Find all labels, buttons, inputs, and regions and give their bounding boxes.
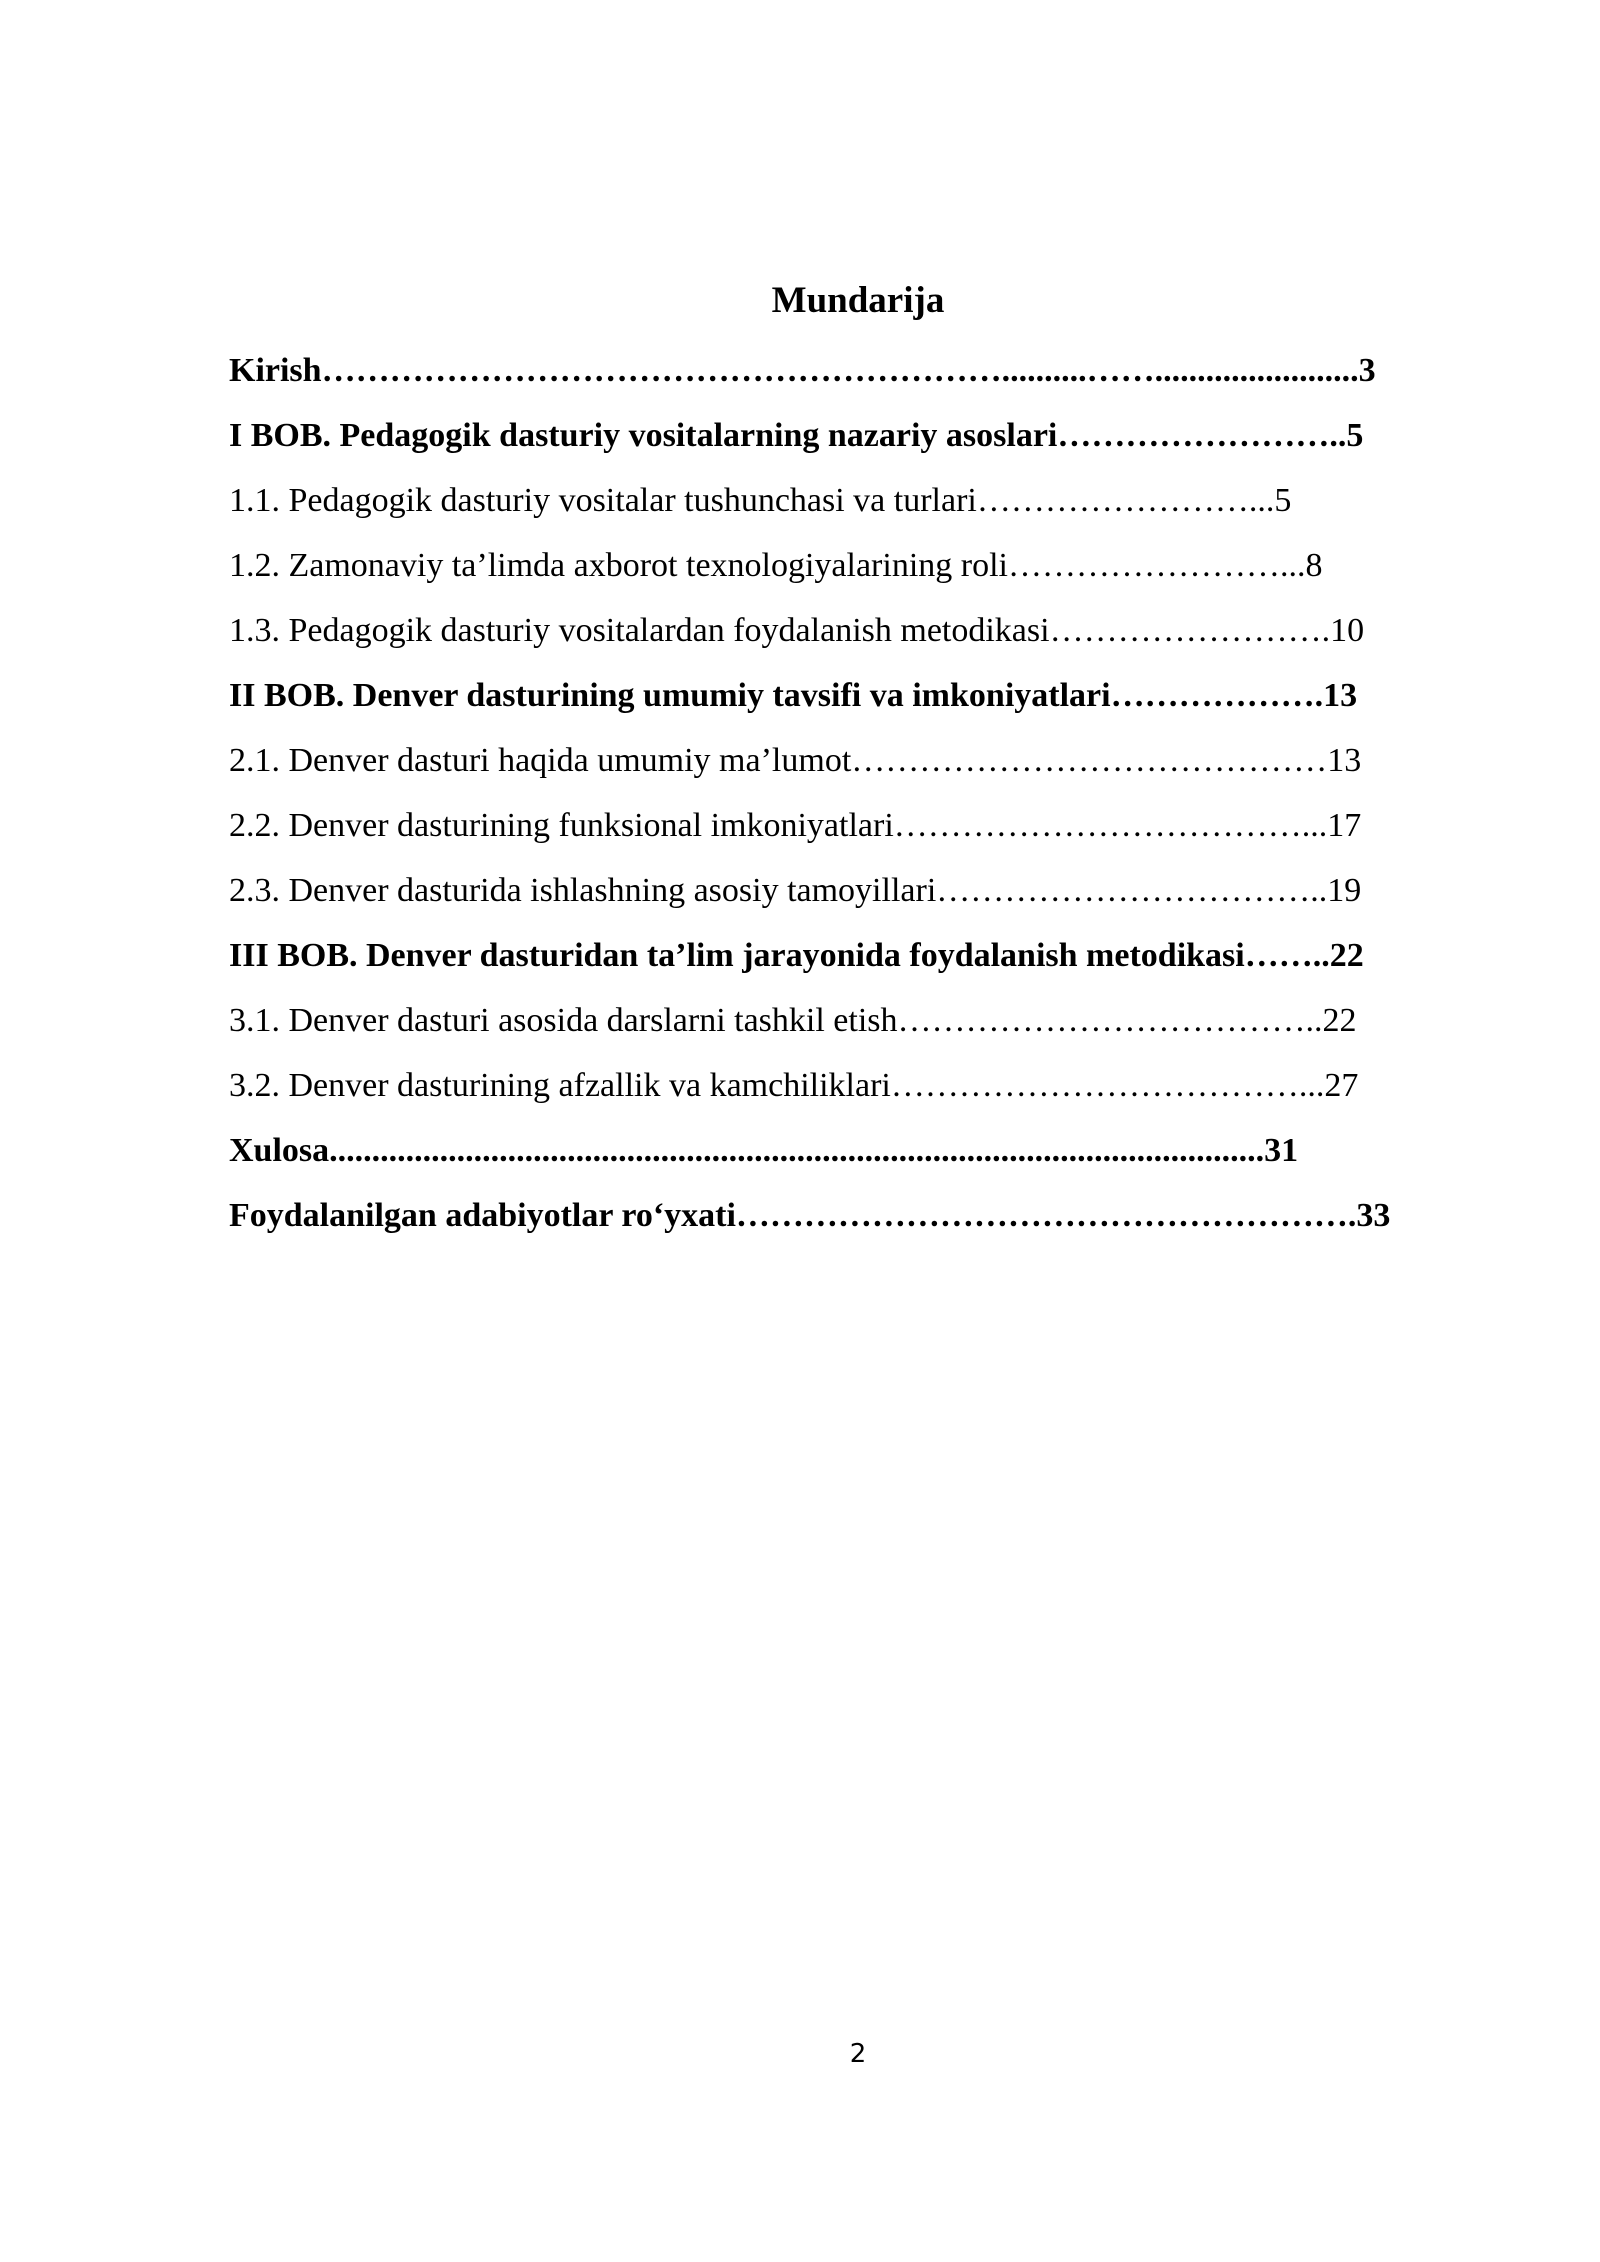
toc-entry: 1.1. Pedagogik dasturiy vositalar tushunchasi va turlari……………………...5: [229, 482, 1292, 519]
toc-entry: III BOB. Denver dasturidan ta’lim jarayonida foydalanish metodikasi……..22: [229, 937, 1364, 974]
toc-entry: 1.2. Zamonaviy ta’limda axborot texnologiyalarining roli……………………...8: [229, 547, 1323, 584]
toc-entry: Xulosa..............................................................................................................31: [229, 1132, 1299, 1169]
table-of-contents: [229, 341, 1519, 1251]
toc-entry: 3.1. Denver dasturi asosida darslarni tashkil etish………………………………..22: [229, 1002, 1357, 1039]
page-number: 2: [849, 2039, 867, 2069]
toc-entry: I BOB. Pedagogik dasturiy vositalarning nazariy asoslari……………………..5: [229, 417, 1364, 454]
toc-entry: Kirish……………………………………………………..........……........................3: [229, 352, 1376, 389]
page-title: Mundarija: [771, 280, 945, 321]
toc-entry: 3.2. Denver dasturining afzallik va kamchiliklari………………………………...27: [229, 1067, 1359, 1104]
toc-entry: 2.2. Denver dasturining funksional imkoniyatlari………………………………...17: [229, 807, 1362, 844]
toc-entry: II BOB. Denver dasturining umumiy tavsifi va imkoniyatlari……………….13: [229, 677, 1358, 714]
toc-entry: 1.3. Pedagogik dasturiy vositalardan foydalanish metodikasi…………………….10: [229, 612, 1365, 649]
toc-entry: 2.1. Denver dasturi haqida umumiy ma’lumot……………………………………13: [229, 742, 1362, 779]
toc-entry: 2.3. Denver dasturida ishlashning asosiy tamoyillari……………………………..19: [229, 872, 1362, 909]
toc-entry: Foydalanilgan adabiyotlar ro‘yxati……………………………………………….33: [229, 1197, 1391, 1234]
